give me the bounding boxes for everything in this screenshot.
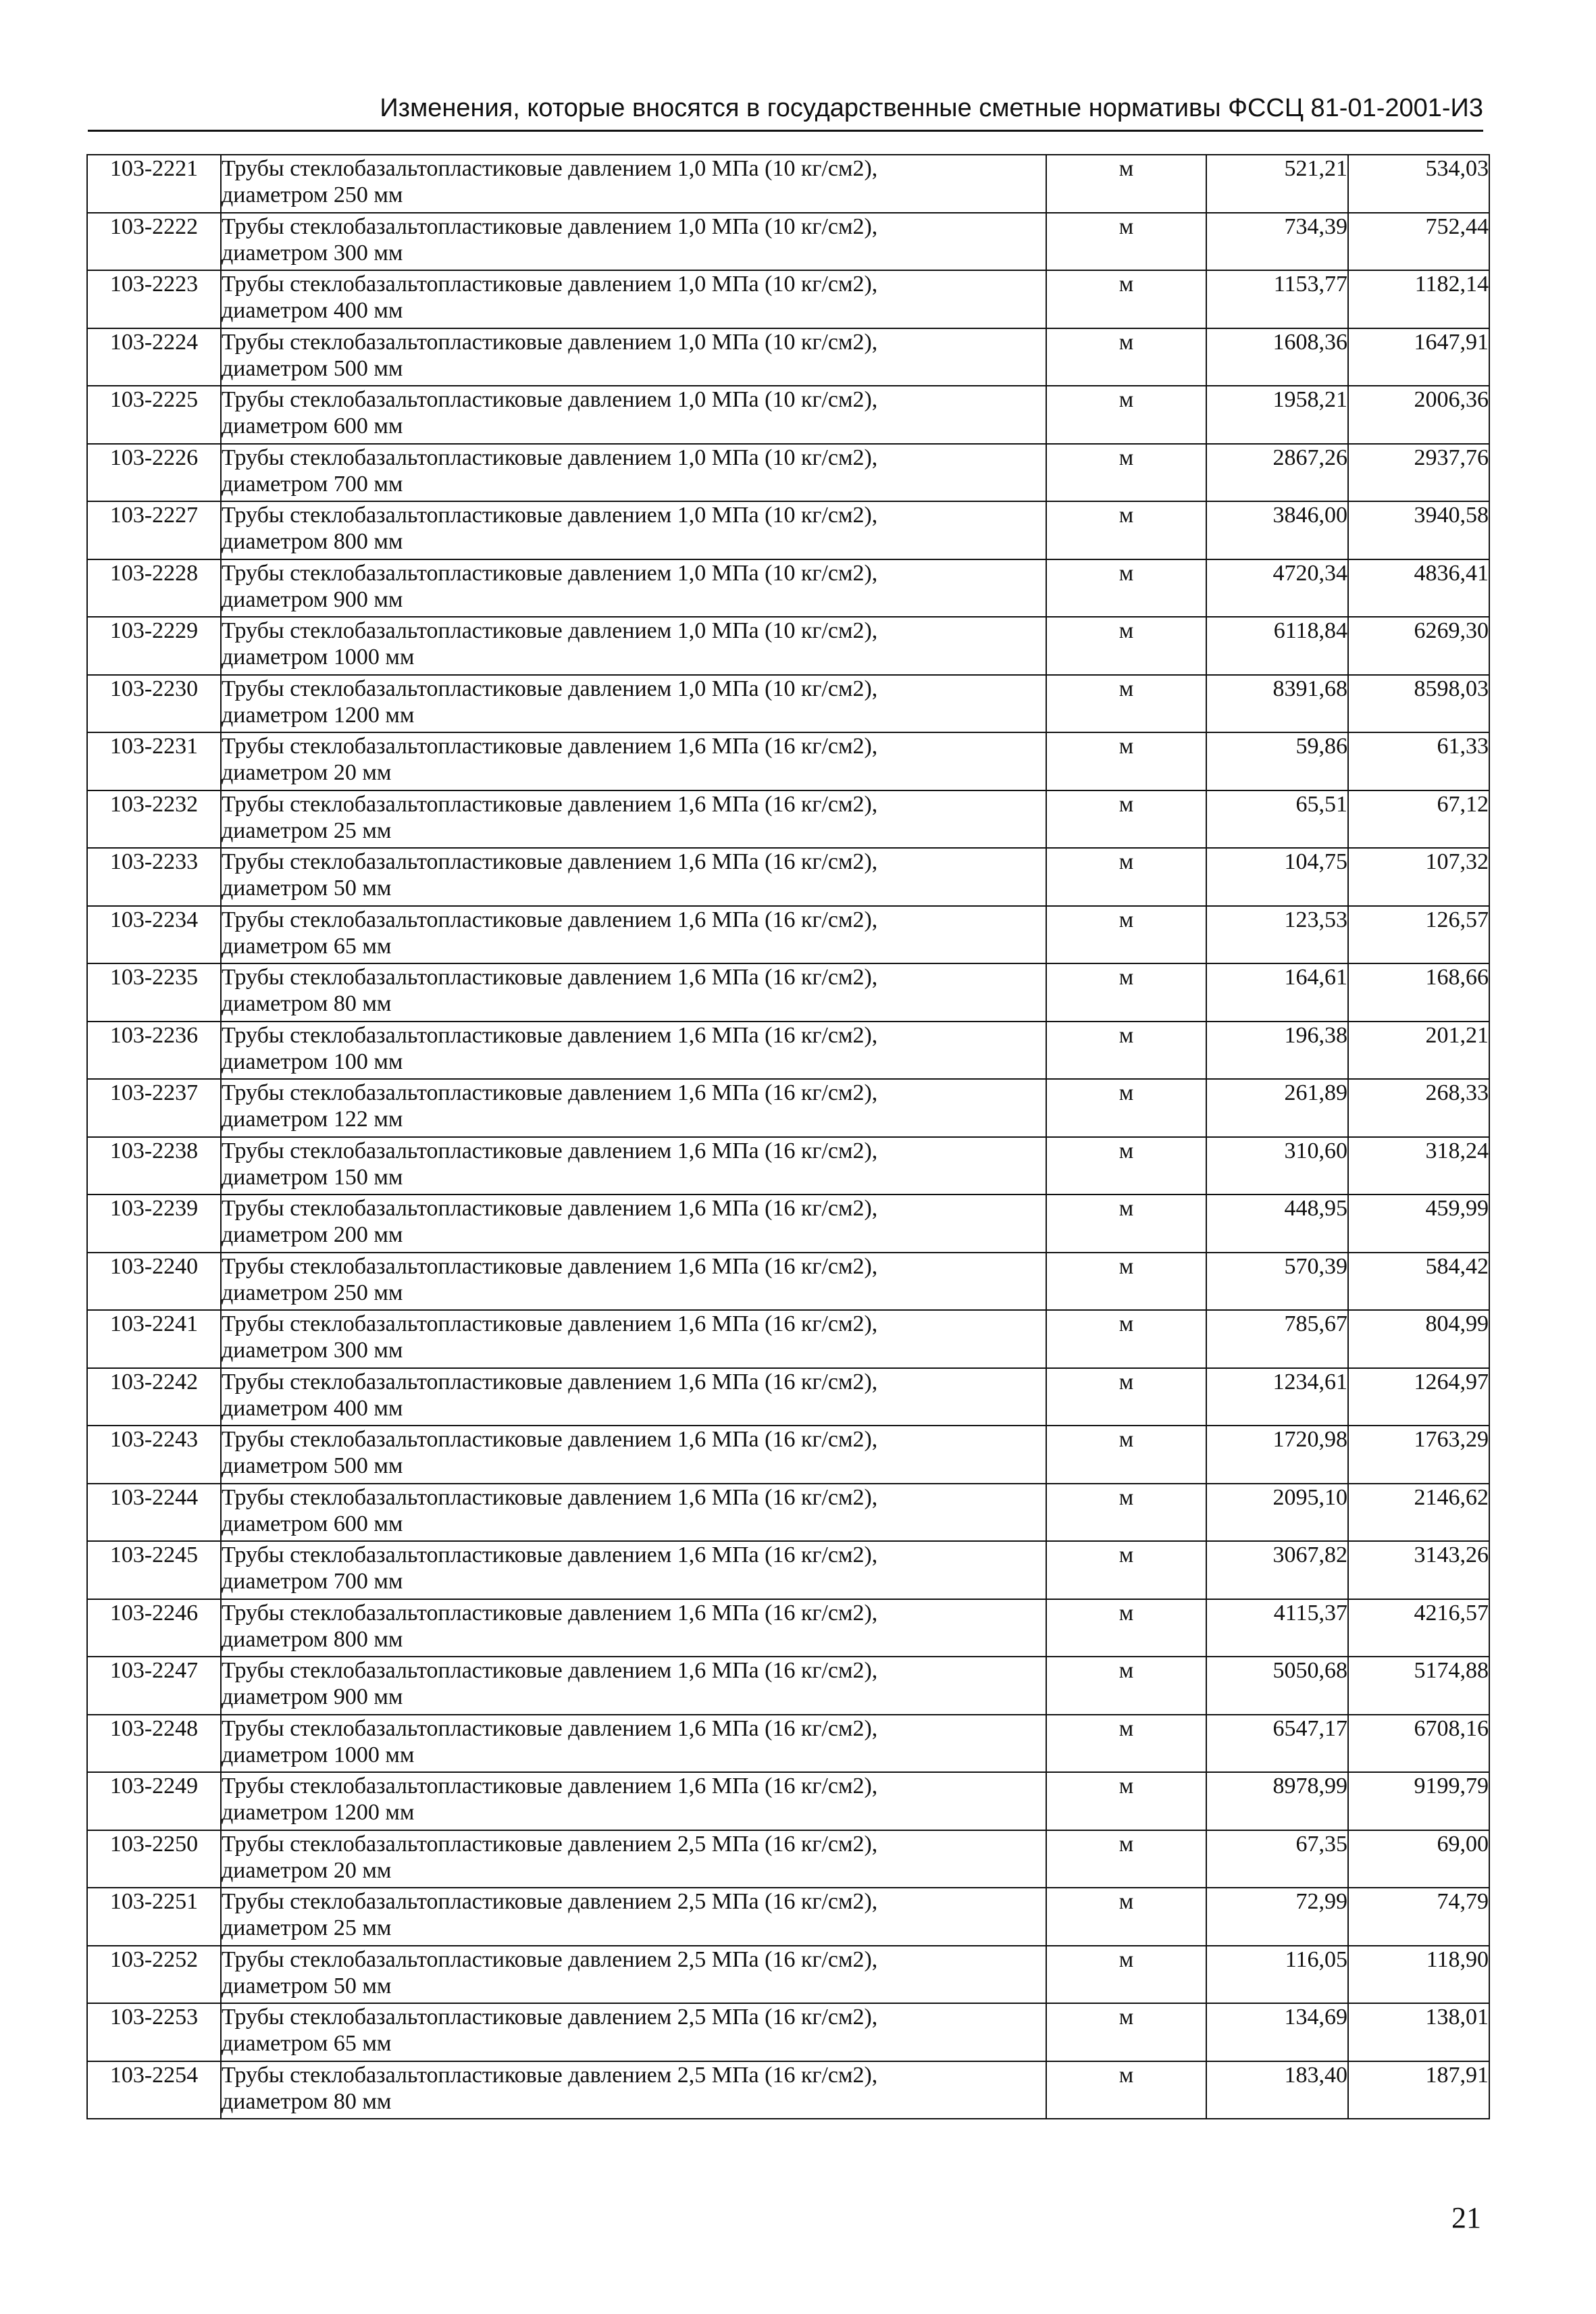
table-row — [87, 732, 1489, 790]
row-unit: м — [1046, 1484, 1206, 1542]
row-code: 103-2230 — [87, 675, 221, 733]
row-description — [221, 1022, 1046, 1080]
row-price-2: 187,91 — [1348, 2061, 1489, 2119]
row-unit: м — [1046, 559, 1206, 618]
row-description — [221, 213, 1046, 271]
row-price-2: 2006,36 — [1348, 386, 1489, 444]
row-unit: м — [1046, 732, 1206, 790]
row-description-line-1: Трубы стеклобазальтопластиковые давлением 1,6 МПа (16 кг/см2), — [222, 1774, 878, 1799]
row-description-line-2: диаметром 150 мм — [222, 1164, 403, 1190]
row-description — [221, 1946, 1046, 2004]
row-description-line-1: Трубы стеклобазальтопластиковые давлением 1,6 МПа (16 кг/см2), — [222, 1715, 878, 1741]
row-description-line-1: Трубы стеклобазальтопластиковые давлением 1,6 МПа (16 кг/см2), — [222, 734, 878, 759]
row-description-line-2: диаметром 50 мм — [222, 1973, 392, 1998]
row-description-line-2: диаметром 20 мм — [222, 760, 392, 785]
price-norms-table-body — [87, 155, 1489, 2119]
row-price-1: 6118,84 — [1206, 617, 1348, 675]
row-unit: м — [1046, 1888, 1206, 1946]
row-unit: м — [1046, 386, 1206, 444]
row-price-2: 268,33 — [1348, 1079, 1489, 1137]
row-description-line-2: диаметром 1200 мм — [222, 702, 415, 728]
row-price-1: 116,05 — [1206, 1946, 1348, 2004]
row-price-2: 584,42 — [1348, 1253, 1489, 1311]
row-description-line-1: Трубы стеклобазальтопластиковые давлением 1,6 МПа (16 кг/см2), — [222, 1138, 878, 1163]
row-code: 103-2244 — [87, 1484, 221, 1542]
row-description-line-1: Трубы стеклобазальтопластиковые давлением 1,0 МПа (10 кг/см2), — [222, 676, 878, 701]
row-description-line-2: диаметром 25 мм — [222, 818, 392, 843]
row-description — [221, 501, 1046, 559]
table-row — [87, 328, 1489, 386]
row-description — [221, 1253, 1046, 1311]
row-price-2: 107,32 — [1348, 848, 1489, 906]
row-price-1: 183,40 — [1206, 2061, 1348, 2119]
row-price-1: 570,39 — [1206, 1253, 1348, 1311]
header-rule — [88, 130, 1483, 132]
row-price-2: 201,21 — [1348, 1022, 1489, 1080]
row-description-line-1: Трубы стеклобазальтопластиковые давлением 1,6 МПа (16 кг/см2), — [222, 1311, 878, 1336]
row-price-2: 804,99 — [1348, 1310, 1489, 1368]
row-description-line-1: Трубы стеклобазальтопластиковые давлением 1,6 МПа (16 кг/см2), — [222, 1022, 878, 1048]
table-row — [87, 790, 1489, 849]
row-price-2: 69,00 — [1348, 1830, 1489, 1888]
row-price-1: 448,95 — [1206, 1194, 1348, 1253]
row-unit: м — [1046, 1715, 1206, 1773]
row-code: 103-2239 — [87, 1194, 221, 1253]
row-description-line-2: диаметром 300 мм — [222, 240, 403, 266]
row-price-2: 126,57 — [1348, 906, 1489, 964]
row-description-line-2: диаметром 800 мм — [222, 1626, 403, 1652]
row-unit: м — [1046, 1022, 1206, 1080]
row-price-1: 196,38 — [1206, 1022, 1348, 1080]
row-price-2: 1182,14 — [1348, 270, 1489, 328]
row-unit: м — [1046, 1599, 1206, 1657]
table-row — [87, 501, 1489, 559]
row-description-line-1: Трубы стеклобазальтопластиковые давлением 2,5 МПа (16 кг/см2), — [222, 1946, 878, 1972]
row-unit: м — [1046, 444, 1206, 502]
row-code: 103-2251 — [87, 1888, 221, 1946]
table-row — [87, 617, 1489, 675]
row-price-1: 164,61 — [1206, 963, 1348, 1022]
row-unit: м — [1046, 963, 1206, 1022]
row-price-1: 123,53 — [1206, 906, 1348, 964]
row-description — [221, 155, 1046, 213]
row-unit: м — [1046, 270, 1206, 328]
table-row — [87, 1368, 1489, 1426]
row-price-1: 261,89 — [1206, 1079, 1348, 1137]
row-price-1: 67,35 — [1206, 1830, 1348, 1888]
row-description — [221, 1137, 1046, 1195]
row-unit: м — [1046, 328, 1206, 386]
table-row — [87, 2061, 1489, 2119]
row-code: 103-2226 — [87, 444, 221, 502]
row-code: 103-2221 — [87, 155, 221, 213]
table-row — [87, 1541, 1489, 1599]
row-description-line-2: диаметром 500 мм — [222, 1453, 403, 1478]
row-price-1: 1958,21 — [1206, 386, 1348, 444]
row-code: 103-2240 — [87, 1253, 221, 1311]
row-price-2: 3143,26 — [1348, 1541, 1489, 1599]
row-price-2: 6708,16 — [1348, 1715, 1489, 1773]
row-description — [221, 444, 1046, 502]
row-description-line-1: Трубы стеклобазальтопластиковые давлением 1,6 МПа (16 кг/см2), — [222, 1080, 878, 1105]
row-description-line-1: Трубы стеклобазальтопластиковые давлением 1,0 МПа (10 кг/см2), — [222, 156, 878, 181]
row-price-2: 67,12 — [1348, 790, 1489, 849]
row-description — [221, 732, 1046, 790]
row-price-2: 459,99 — [1348, 1194, 1489, 1253]
row-code: 103-2236 — [87, 1022, 221, 1080]
row-price-2: 168,66 — [1348, 963, 1489, 1022]
row-unit: м — [1046, 617, 1206, 675]
row-unit: м — [1046, 1541, 1206, 1599]
row-price-1: 734,39 — [1206, 213, 1348, 271]
row-description-line-1: Трубы стеклобазальтопластиковые давлением 1,6 МПа (16 кг/см2), — [222, 1542, 878, 1567]
row-description-line-2: диаметром 400 мм — [222, 1395, 403, 1421]
table-row — [87, 1946, 1489, 2004]
row-price-1: 72,99 — [1206, 1888, 1348, 1946]
row-code: 103-2235 — [87, 963, 221, 1022]
row-unit: м — [1046, 1830, 1206, 1888]
table-row — [87, 213, 1489, 271]
row-description-line-1: Трубы стеклобазальтопластиковые давлением 1,6 МПа (16 кг/см2), — [222, 1600, 878, 1626]
row-description-line-2: диаметром 1200 мм — [222, 1800, 415, 1825]
row-code: 103-2229 — [87, 617, 221, 675]
row-description-line-1: Трубы стеклобазальтопластиковые давлением 1,0 МПа (10 кг/см2), — [222, 618, 878, 643]
row-price-2: 4836,41 — [1348, 559, 1489, 618]
row-price-1: 4115,37 — [1206, 1599, 1348, 1657]
row-description — [221, 1484, 1046, 1542]
row-unit: м — [1046, 2061, 1206, 2119]
row-code: 103-2227 — [87, 501, 221, 559]
row-description-line-2: диаметром 300 мм — [222, 1338, 403, 1363]
price-norms-table — [86, 154, 1490, 2119]
row-description — [221, 1368, 1046, 1426]
row-description-line-2: диаметром 800 мм — [222, 529, 403, 554]
row-description — [221, 2061, 1046, 2119]
row-price-2: 2146,62 — [1348, 1484, 1489, 1542]
row-price-2: 1647,91 — [1348, 328, 1489, 386]
table-row — [87, 675, 1489, 733]
row-description — [221, 1772, 1046, 1830]
table-row — [87, 1022, 1489, 1080]
row-code: 103-2228 — [87, 559, 221, 618]
row-unit: м — [1046, 675, 1206, 733]
row-description-line-2: диаметром 1000 мм — [222, 1742, 415, 1767]
row-code: 103-2241 — [87, 1310, 221, 1368]
row-price-1: 785,67 — [1206, 1310, 1348, 1368]
table-row — [87, 963, 1489, 1022]
row-description — [221, 790, 1046, 849]
row-description-line-1: Трубы стеклобазальтопластиковые давлением 1,6 МПа (16 кг/см2), — [222, 1484, 878, 1510]
row-price-2: 752,44 — [1348, 213, 1489, 271]
table-row — [87, 1253, 1489, 1311]
row-description — [221, 1657, 1046, 1715]
row-description-line-2: диаметром 600 мм — [222, 1511, 403, 1536]
row-unit: м — [1046, 213, 1206, 271]
row-price-1: 3846,00 — [1206, 501, 1348, 559]
row-description-line-1: Трубы стеклобазальтопластиковые давлением 1,6 МПа (16 кг/см2), — [222, 1196, 878, 1221]
row-description-line-2: диаметром 65 мм — [222, 933, 392, 959]
row-description — [221, 1599, 1046, 1657]
row-price-2: 6269,30 — [1348, 617, 1489, 675]
row-description-line-1: Трубы стеклобазальтопластиковые давлением 2,5 МПа (16 кг/см2), — [222, 2005, 878, 2030]
row-price-2: 3940,58 — [1348, 501, 1489, 559]
row-description-line-2: диаметром 25 мм — [222, 1915, 392, 1940]
row-description — [221, 328, 1046, 386]
row-description-line-1: Трубы стеклобазальтопластиковые давлением 1,6 МПа (16 кг/см2), — [222, 1427, 878, 1452]
row-code: 103-2238 — [87, 1137, 221, 1195]
row-description — [221, 2003, 1046, 2061]
row-description-line-2: диаметром 250 мм — [222, 182, 403, 207]
row-description — [221, 1830, 1046, 1888]
row-description-line-1: Трубы стеклобазальтопластиковые давлением 2,5 МПа (16 кг/см2), — [222, 2062, 878, 2088]
row-description — [221, 1310, 1046, 1368]
table-row — [87, 1194, 1489, 1253]
row-description-line-1: Трубы стеклобазальтопластиковые давлением 1,6 МПа (16 кг/см2), — [222, 849, 878, 874]
row-description-line-1: Трубы стеклобазальтопластиковые давлением 1,6 МПа (16 кг/см2), — [222, 1369, 878, 1394]
row-price-2: 74,79 — [1348, 1888, 1489, 1946]
row-description-line-1: Трубы стеклобазальтопластиковые давлением 1,6 МПа (16 кг/см2), — [222, 1253, 878, 1279]
row-price-1: 8391,68 — [1206, 675, 1348, 733]
row-code: 103-2243 — [87, 1426, 221, 1484]
row-price-1: 1234,61 — [1206, 1368, 1348, 1426]
row-price-1: 6547,17 — [1206, 1715, 1348, 1773]
row-code: 103-2225 — [87, 386, 221, 444]
table-row — [87, 386, 1489, 444]
row-code: 103-2234 — [87, 906, 221, 964]
row-code: 103-2250 — [87, 1830, 221, 1888]
table-row — [87, 1772, 1489, 1830]
table-row — [87, 1715, 1489, 1773]
row-description-line-2: диаметром 122 мм — [222, 1107, 403, 1132]
row-description — [221, 1194, 1046, 1253]
row-price-2: 2937,76 — [1348, 444, 1489, 502]
row-code: 103-2222 — [87, 213, 221, 271]
row-unit: м — [1046, 1137, 1206, 1195]
row-code: 103-2233 — [87, 848, 221, 906]
row-price-1: 1153,77 — [1206, 270, 1348, 328]
row-code: 103-2254 — [87, 2061, 221, 2119]
table-row — [87, 1830, 1489, 1888]
row-description — [221, 1715, 1046, 1773]
row-unit: м — [1046, 1079, 1206, 1137]
row-description — [221, 617, 1046, 675]
row-description-line-2: диаметром 700 мм — [222, 471, 403, 497]
row-price-2: 4216,57 — [1348, 1599, 1489, 1657]
row-description — [221, 1426, 1046, 1484]
table-row — [87, 2003, 1489, 2061]
row-description-line-2: диаметром 80 мм — [222, 2088, 392, 2114]
table-row — [87, 444, 1489, 502]
row-description-line-1: Трубы стеклобазальтопластиковые давлением 1,6 МПа (16 кг/см2), — [222, 791, 878, 817]
row-code: 103-2252 — [87, 1946, 221, 2004]
row-price-1: 3067,82 — [1206, 1541, 1348, 1599]
row-description-line-1: Трубы стеклобазальтопластиковые давлением 1,0 МПа (10 кг/см2), — [222, 329, 878, 355]
row-description-line-2: диаметром 600 мм — [222, 413, 403, 438]
row-unit: м — [1046, 1368, 1206, 1426]
table-row — [87, 270, 1489, 328]
table-row — [87, 1310, 1489, 1368]
row-price-1: 65,51 — [1206, 790, 1348, 849]
row-description — [221, 848, 1046, 906]
row-price-1: 521,21 — [1206, 155, 1348, 213]
row-description-line-1: Трубы стеклобазальтопластиковые давлением 1,0 МПа (10 кг/см2), — [222, 272, 878, 297]
document-header: Изменения, которые вносятся в государственные сметные нормативы ФССЦ 81-01-2001-И3 — [380, 94, 1483, 122]
row-description-line-2: диаметром 65 мм — [222, 2031, 392, 2056]
row-unit: м — [1046, 2003, 1206, 2061]
row-price-1: 4720,34 — [1206, 559, 1348, 618]
row-unit: м — [1046, 1772, 1206, 1830]
table-row — [87, 1137, 1489, 1195]
row-description-line-2: диаметром 50 мм — [222, 876, 392, 901]
row-description-line-1: Трубы стеклобазальтопластиковые давлением 1,0 МПа (10 кг/см2), — [222, 503, 878, 528]
row-unit: м — [1046, 906, 1206, 964]
row-price-2: 61,33 — [1348, 732, 1489, 790]
row-unit: м — [1046, 1946, 1206, 2004]
row-description-line-2: диаметром 900 мм — [222, 586, 403, 612]
table-row — [87, 559, 1489, 618]
row-description-line-1: Трубы стеклобазальтопластиковые давлением 1,6 МПа (16 кг/см2), — [222, 1658, 878, 1683]
table-row — [87, 1484, 1489, 1542]
row-price-1: 2095,10 — [1206, 1484, 1348, 1542]
row-unit: м — [1046, 501, 1206, 559]
row-description — [221, 386, 1046, 444]
table-row — [87, 906, 1489, 964]
row-price-2: 1264,97 — [1348, 1368, 1489, 1426]
row-description-line-2: диаметром 900 мм — [222, 1684, 403, 1709]
row-description-line-1: Трубы стеклобазальтопластиковые давлением 1,6 МПа (16 кг/см2), — [222, 907, 878, 932]
row-unit: м — [1046, 1426, 1206, 1484]
row-description-line-1: Трубы стеклобазальтопластиковые давлением 1,0 МПа (10 кг/см2), — [222, 213, 878, 239]
row-description — [221, 270, 1046, 328]
row-description-line-2: диаметром 500 мм — [222, 355, 403, 381]
row-price-2: 138,01 — [1348, 2003, 1489, 2061]
row-price-1: 1608,36 — [1206, 328, 1348, 386]
row-description-line-2: диаметром 200 мм — [222, 1222, 403, 1247]
table-row — [87, 1888, 1489, 1946]
row-description-line-1: Трубы стеклобазальтопластиковые давлением 1,0 МПа (10 кг/см2), — [222, 445, 878, 470]
row-unit: м — [1046, 1657, 1206, 1715]
row-price-2: 118,90 — [1348, 1946, 1489, 2004]
row-code: 103-2246 — [87, 1599, 221, 1657]
row-description-line-1: Трубы стеклобазальтопластиковые давлением 1,0 МПа (10 кг/см2), — [222, 560, 878, 586]
row-unit: м — [1046, 1253, 1206, 1311]
row-price-2: 8598,03 — [1348, 675, 1489, 733]
row-price-1: 59,86 — [1206, 732, 1348, 790]
row-description-line-2: диаметром 400 мм — [222, 298, 403, 323]
row-code: 103-2223 — [87, 270, 221, 328]
row-description — [221, 559, 1046, 618]
row-price-1: 2867,26 — [1206, 444, 1348, 502]
row-description-line-2: диаметром 80 мм — [222, 991, 392, 1016]
row-description — [221, 675, 1046, 733]
row-price-1: 104,75 — [1206, 848, 1348, 906]
row-description-line-2: диаметром 20 мм — [222, 1857, 392, 1883]
row-unit: м — [1046, 155, 1206, 213]
row-unit: м — [1046, 1310, 1206, 1368]
row-price-2: 534,03 — [1348, 155, 1489, 213]
row-price-1: 1720,98 — [1206, 1426, 1348, 1484]
row-code: 103-2232 — [87, 790, 221, 849]
row-code: 103-2237 — [87, 1079, 221, 1137]
row-description — [221, 1888, 1046, 1946]
table-row — [87, 1657, 1489, 1715]
row-price-1: 5050,68 — [1206, 1657, 1348, 1715]
row-code: 103-2245 — [87, 1541, 221, 1599]
row-code: 103-2253 — [87, 2003, 221, 2061]
table-row — [87, 1426, 1489, 1484]
row-code: 103-2231 — [87, 732, 221, 790]
row-unit: м — [1046, 1194, 1206, 1253]
row-description-line-2: диаметром 250 мм — [222, 1280, 403, 1305]
row-description-line-2: диаметром 1000 мм — [222, 645, 415, 670]
row-description-line-2: диаметром 100 мм — [222, 1049, 403, 1074]
table-row — [87, 1079, 1489, 1137]
row-description-line-2: диаметром 700 мм — [222, 1569, 403, 1594]
row-description — [221, 1079, 1046, 1137]
table-row — [87, 1599, 1489, 1657]
row-description-line-1: Трубы стеклобазальтопластиковые давлением 1,6 МПа (16 кг/см2), — [222, 965, 878, 990]
page-number: 21 — [1451, 2201, 1481, 2234]
row-price-1: 8978,99 — [1206, 1772, 1348, 1830]
row-price-1: 310,60 — [1206, 1137, 1348, 1195]
table-row — [87, 155, 1489, 213]
row-unit: м — [1046, 790, 1206, 849]
row-unit: м — [1046, 848, 1206, 906]
row-description — [221, 1541, 1046, 1599]
row-code: 103-2247 — [87, 1657, 221, 1715]
row-price-2: 318,24 — [1348, 1137, 1489, 1195]
row-price-2: 5174,88 — [1348, 1657, 1489, 1715]
row-description-line-1: Трубы стеклобазальтопластиковые давлением 2,5 МПа (16 кг/см2), — [222, 1831, 878, 1857]
row-description — [221, 906, 1046, 964]
row-code: 103-2248 — [87, 1715, 221, 1773]
row-price-2: 9199,79 — [1348, 1772, 1489, 1830]
row-description-line-1: Трубы стеклобазальтопластиковые давлением 2,5 МПа (16 кг/см2), — [222, 1889, 878, 1914]
row-code: 103-2242 — [87, 1368, 221, 1426]
table-row — [87, 848, 1489, 906]
row-code: 103-2224 — [87, 328, 221, 386]
row-price-2: 1763,29 — [1348, 1426, 1489, 1484]
row-code: 103-2249 — [87, 1772, 221, 1830]
row-price-1: 134,69 — [1206, 2003, 1348, 2061]
row-description — [221, 963, 1046, 1022]
row-description-line-1: Трубы стеклобазальтопластиковые давлением 1,0 МПа (10 кг/см2), — [222, 387, 878, 412]
